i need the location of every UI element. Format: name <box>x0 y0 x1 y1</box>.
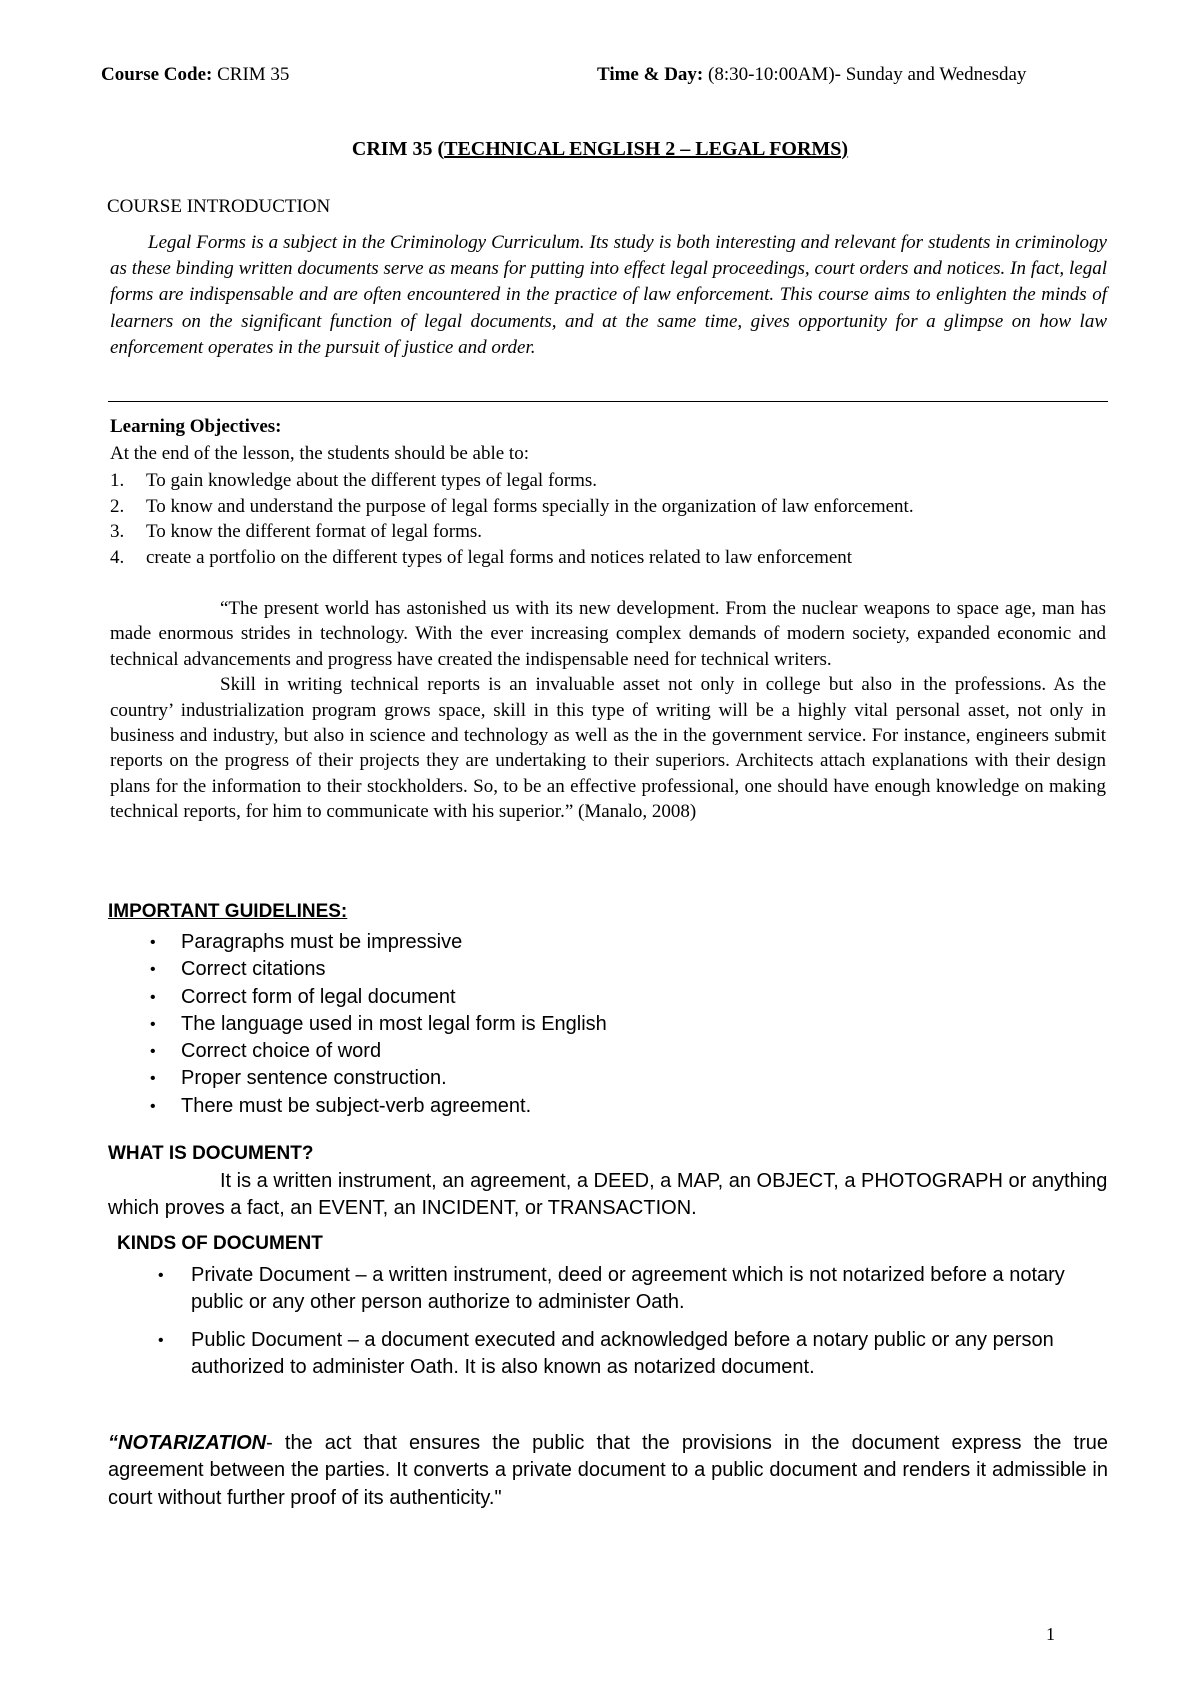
time-and-day <box>597 64 1026 86</box>
what-is-document-text <box>108 1168 1108 1222</box>
course-intro-heading: COURSE INTRODUCTION <box>107 196 331 217</box>
quote-paragraph-1: “The present world has astonished us with its new development. From the nuclear weapons to space age, man has made enormous strides in technology. With the ever increasing complex demands of modern society, expanded economic and technical advancements and progress have created the indispensable need for technical writers. <box>110 598 1106 670</box>
guideline-item <box>108 1038 607 1065</box>
guideline-text: The language used in most legal form is English <box>181 1012 607 1035</box>
guideline-item <box>108 1011 607 1038</box>
time-day-value: (8:30-10:00AM)- Sunday and Wednesday <box>703 64 1027 85</box>
course-code <box>101 64 289 86</box>
guideline-text: There must be subject-verb agreement. <box>181 1094 532 1117</box>
objective-number: 2. <box>110 495 125 517</box>
title-underlined: TECHNICAL ENGLISH 2 – LEGAL FORMS) <box>444 138 849 160</box>
page-number: 1 <box>1046 1624 1055 1644</box>
objective-text: create a portfolio on the different types of legal forms and notices related to law enforcement <box>146 546 853 568</box>
guidelines-list <box>108 929 607 1120</box>
kinds-of-document-list <box>108 1262 1108 1391</box>
notarization-term: NOTARIZATION <box>118 1432 267 1454</box>
guideline-item <box>108 956 607 983</box>
guideline-item <box>108 929 607 956</box>
guideline-item <box>108 1093 607 1120</box>
kinds-of-document-heading: KINDS OF DOCUMENT <box>117 1233 323 1254</box>
kind-item <box>108 1262 1108 1317</box>
guidelines-heading: IMPORTANT GUIDELINES: <box>108 901 348 922</box>
title-prefix: CRIM 35 ( <box>351 138 445 160</box>
guideline-text: Paragraphs must be impressive <box>181 931 463 953</box>
bullet-icon: • <box>158 1331 164 1349</box>
bullet-icon: • <box>150 961 156 979</box>
learning-objectives-intro: At the end of the lesson, the students should be able to: <box>110 443 529 464</box>
objective-item <box>110 468 914 494</box>
objective-item <box>110 545 914 571</box>
guideline-text: Correct choice of word <box>181 1040 382 1063</box>
guideline-text: Correct citations <box>181 958 326 981</box>
course-intro-text: Legal Forms is a subject in the Criminology Curriculum. Its study is both interesting and relevant for students in criminology as these binding written documents serve as means for putting into effect legal proceedings, court orders and notices. In fact, legal forms are indispensable and are often encountered in the practice of law enforcement. This course aims to enlighten the minds of learners on the significant function of legal documents, and at the same time, gives opportunity for a glimpse on how law enforcement operates in the pursuit of justice and order. <box>110 232 1107 358</box>
bullet-icon: • <box>150 1043 156 1061</box>
objective-number: 1. <box>110 470 125 491</box>
objective-item <box>110 519 914 545</box>
bullet-icon: • <box>150 1097 156 1115</box>
kind-item <box>108 1327 1108 1382</box>
guideline-item <box>108 1065 607 1092</box>
objective-text: To know the different format of legal forms. <box>146 521 482 542</box>
bullet-icon: • <box>158 1267 164 1284</box>
time-day-label: Time & Day: <box>597 64 704 85</box>
course-code-value: CRIM 35 <box>212 64 290 85</box>
bullet-icon: • <box>150 1070 156 1088</box>
objective-text: To gain knowledge about the different types of legal forms. <box>146 470 598 491</box>
bullet-icon: • <box>150 1015 156 1033</box>
objective-item <box>110 494 914 520</box>
learning-objectives-list <box>110 468 914 570</box>
notarization-text: - the act that ensures the public that the provisions in the document express the true agreement between the parties. It converts a private document to a public document and renders it admissible in court without further proof of its authenticity." <box>108 1432 1108 1509</box>
document-title <box>0 138 1200 161</box>
bullet-icon: • <box>150 934 156 951</box>
objective-number: 4. <box>110 546 125 568</box>
notarization-definition <box>108 1430 1108 1512</box>
quote-paragraph-2: Skill in writing technical reports is an invaluable asset not only in college but also in the professions. As the country’ industrialization program grows space, skill in this type of writing will be a highly vital personal asset, not only in business and industry, but also in science and technology as well as the in the government service. For instance, engineers submit reports on the progress of their projects they are undertaking to their superiors. Architects attach explanations with their design plans for the information to their stockholders. So, to be an effective professional, one should have enough knowledge on making technical reports, for him to communicate with his superior.” (Manalo, 2008) <box>110 674 1106 823</box>
guideline-item <box>108 984 607 1011</box>
section-divider <box>108 401 1108 402</box>
objective-number: 3. <box>110 521 125 542</box>
what-is-document-heading: WHAT IS DOCUMENT? <box>108 1143 314 1164</box>
course-code-label: Course Code: <box>101 64 213 85</box>
guideline-text: Correct form of legal document <box>181 985 456 1008</box>
learning-objectives-heading: Learning Objectives: <box>110 416 282 437</box>
guideline-text: Proper sentence construction. <box>181 1067 447 1090</box>
bullet-icon: • <box>150 988 156 1006</box>
what-is-document-body: It is a written instrument, an agreement, a DEED, a MAP, an OBJECT, a PHOTOGRAPH or anything which proves a fact, an EVENT, an INCIDENT, or TRANSACTION. <box>108 1170 1108 1219</box>
kind-text: Private Document – a written instrument, deed or agreement which is not notarized before a notary public or any other person authorize to administer Oath. <box>191 1264 1065 1314</box>
objective-text: To know and understand the purpose of legal forms specially in the organization of law enforcement. <box>146 495 914 517</box>
quote-block <box>110 596 1106 825</box>
notarization-open-quote: “ <box>108 1432 118 1454</box>
kind-text: Public Document – a document executed and acknowledged before a notary public or any person authorized to administer Oath. It is also known as notarized document. <box>191 1328 1054 1378</box>
